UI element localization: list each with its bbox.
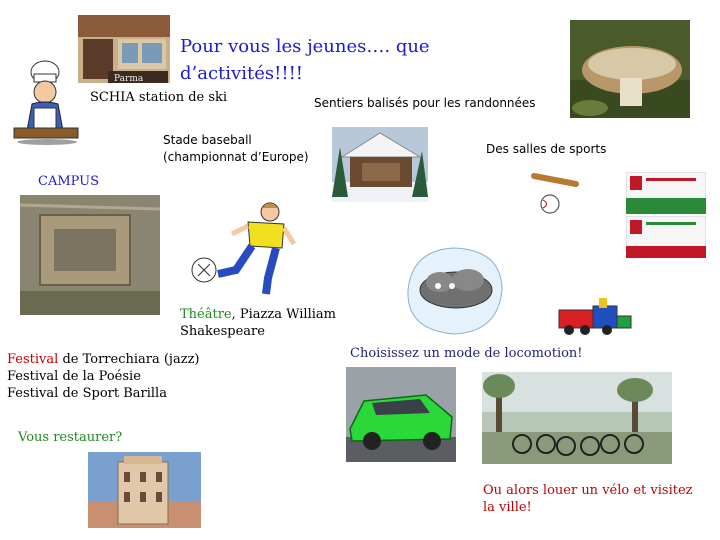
snow-cabin-photo [332, 127, 428, 202]
title-line-1: Pour vous les jeunes…. que [180, 36, 430, 57]
shop-sign-text: Parma [114, 74, 144, 83]
sport-logo-1 [626, 172, 706, 214]
theatre-label [180, 306, 336, 340]
baseball-clipart [528, 168, 582, 218]
title-line-2: d’activités!!!! [180, 63, 304, 84]
baptistery-photo [88, 452, 201, 528]
sports-car-photo [346, 367, 456, 462]
bicycles-photo [482, 372, 672, 464]
theatre-word: Théâtre [180, 307, 232, 322]
bike-rental-label [483, 482, 693, 516]
toy-train-clipart [555, 296, 633, 336]
campus-aerial-photo [20, 195, 160, 315]
mushroom-photo [570, 20, 690, 118]
chef-clipart [12, 58, 82, 146]
festival-label-line-2: Festival de la Poésie [7, 369, 141, 384]
cloud-clipart [398, 240, 510, 340]
footballer-clipart [188, 200, 300, 300]
festival-word: Festival [7, 352, 59, 367]
sports-halls-label: Des salles de sports [486, 142, 607, 156]
locomotion-label: Choisissez un mode de locomotion! [350, 346, 583, 361]
festival-label [7, 351, 199, 402]
festival-label-line-3: Festival de Sport Barilla [7, 386, 167, 401]
theatre-location: , Piazza William [231, 307, 336, 322]
bike-rental-line-2: la ville! [483, 500, 532, 515]
sport-logo-2 [626, 216, 706, 258]
stadium-label-line-1: Stade baseball [163, 133, 252, 147]
bike-rental-line-1: Ou alors louer un vélo et visitez [483, 483, 693, 498]
page-title [180, 33, 430, 87]
festival-torrechiara: de Torrechiara (jazz) [58, 352, 200, 367]
shop-photo [78, 15, 170, 83]
stadium-label [163, 132, 309, 166]
ski-label: SCHIA station de ski [90, 90, 228, 105]
hiking-label: Sentiers balisés pour les randonnées [314, 96, 536, 110]
theatre-label-line-2: Shakespeare [180, 324, 265, 339]
eat-out-label: Vous restaurer? [18, 430, 123, 445]
campus-label: CAMPUS [38, 174, 100, 189]
stadium-label-line-2: (championnat d’Europe) [163, 150, 309, 164]
